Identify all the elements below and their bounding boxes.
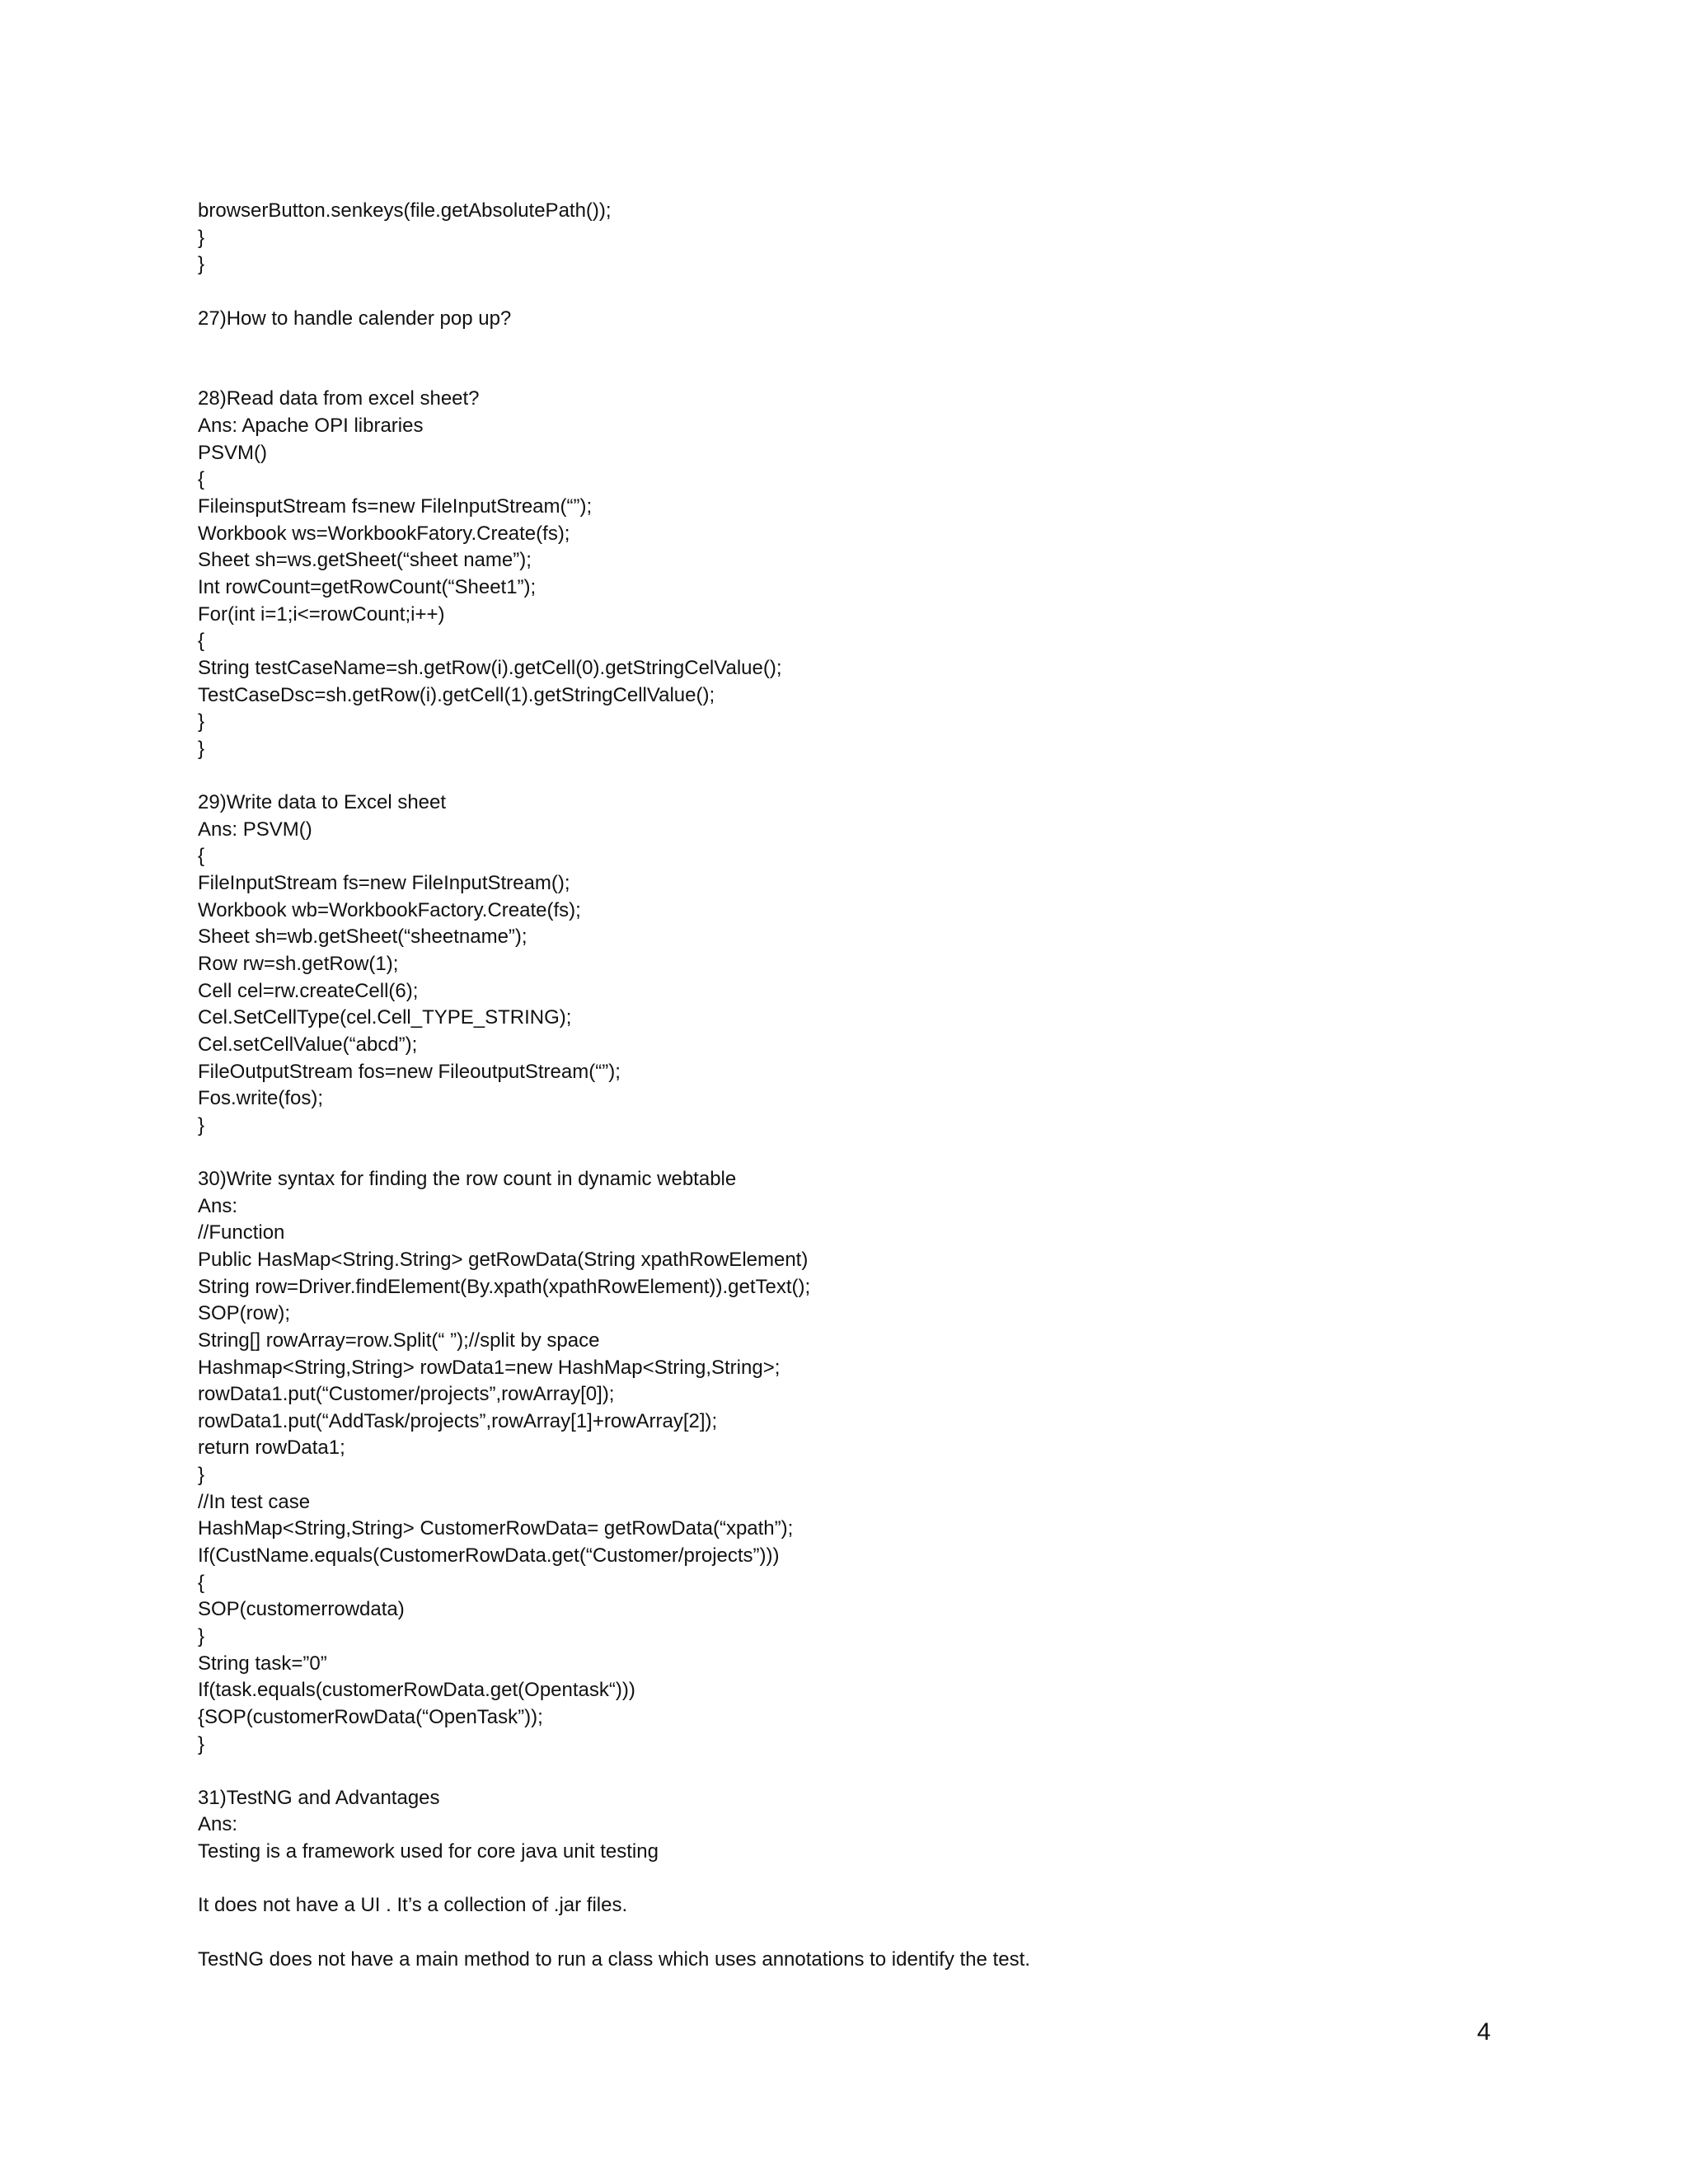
text-line: FileInputStream fs=new FileInputStream(); (198, 872, 570, 895)
text-line: } (198, 1113, 205, 1137)
text-line: Int rowCount=getRowCount(“Sheet1”); (198, 575, 537, 598)
text-line: Hashmap<String,String> rowData1=new HashMap<String,String>; (198, 1356, 781, 1379)
text-line: {SOP(customerRowData(“OpenTask”)); (198, 1705, 543, 1728)
text-line: Workbook ws=WorkbookFatory.Create(fs); (198, 522, 570, 545)
text-line: } (198, 710, 205, 733)
text-line: Cel.SetCellType(cel.Cell_TYPE_STRING); (198, 1006, 572, 1029)
document-body (198, 198, 1533, 1973)
text-line: 28)Read data from excel sheet? (198, 387, 480, 410)
text-line: Cel.setCellValue(“abcd”); (198, 1033, 418, 1056)
text-line: Ans: PSVM() (198, 818, 312, 841)
text-line: TestNG does not have a main method to run a class which uses annotations to identify the test. (198, 1947, 1030, 1971)
text-line: Sheet sh=wb.getSheet(“sheetname”); (198, 926, 528, 949)
text-line: String testCaseName=sh.getRow(i).getCell(0).getStringCelValue(); (198, 656, 782, 679)
blank-line (198, 1139, 1533, 1166)
text-line: { (198, 630, 205, 653)
text-line: Ans: Apache OPI libraries (198, 415, 424, 438)
text-line: browserButton.senkeys(file.getAbsolutePath()); (198, 199, 612, 222)
blank-line (198, 1919, 1533, 1947)
text-line: HashMap<String,String> CustomerRowData= getRowData(“xpath”); (198, 1517, 794, 1540)
text-line: rowData1.put(“AddTask/projects”,rowArray[1]+rowArray[2]); (198, 1409, 718, 1432)
text-line: { (198, 845, 205, 868)
text-line: Fos.write(fos); (198, 1087, 324, 1110)
text-line: FileinsputStream fs=new FileInputStream(“”); (198, 495, 593, 518)
page-number: 4 (1477, 2018, 1491, 2046)
text-line: rowData1.put(“Customer/projects”,rowArray[0]); (198, 1383, 615, 1406)
text-line: Cell cel=rw.createCell(6); (198, 979, 419, 1002)
text-line: } (198, 737, 205, 760)
text-line: Ans: (198, 1194, 238, 1217)
text-line: Testing is a framework used for core java unit testing (198, 1840, 659, 1863)
text-line: //Function (198, 1221, 285, 1244)
blank-line (198, 1866, 1533, 1893)
text-line: FileOutputStream fos=new FileoutputStream(“”); (198, 1060, 621, 1083)
text-line: For(int i=1;i<=rowCount;i++) (198, 602, 445, 626)
text-line: If(task.equals(customerRowData.get(Opentask“))) (198, 1679, 635, 1702)
text-line: Public HasMap<String.String> getRowData(String xpathRowElement) (198, 1248, 809, 1271)
text-line: PSVM() (198, 441, 267, 464)
text-line: String task=”0” (198, 1652, 327, 1675)
text-line: 31)TestNG and Advantages (198, 1786, 440, 1809)
text-line: } (198, 1464, 205, 1487)
text-line: 29)Write data to Excel sheet (198, 791, 447, 814)
text-line: Workbook wb=WorkbookFactory.Create(fs); (198, 898, 581, 921)
text-line: SOP(customerrowdata) (198, 1598, 405, 1621)
text-line: } (198, 1732, 205, 1755)
text-line: If(CustName.equals(CustomerRowData.get(“Customer/projects”))) (198, 1544, 780, 1568)
text-line: } (198, 253, 205, 276)
text-line: } (198, 226, 205, 249)
text-line: return rowData1; (198, 1436, 345, 1460)
text-line: { (198, 1571, 205, 1594)
text-line: //In test case (198, 1490, 311, 1513)
text-line: String[] rowArray=row.Split(“ ”);//split by space (198, 1329, 600, 1352)
text-line: It does not have a UI . It’s a collection of .jar files. (198, 1894, 628, 1917)
blank-line (198, 1758, 1533, 1785)
text-line: TestCaseDsc=sh.getRow(i).getCell(1).getStringCellValue(); (198, 683, 715, 706)
text-line: 27)How to handle calender pop up? (198, 307, 512, 330)
text-line: } (198, 1624, 205, 1647)
text-line: { (198, 468, 205, 491)
text-line: SOP(row); (198, 1302, 291, 1325)
text-line: Row rw=sh.getRow(1); (198, 952, 399, 975)
text-line: Ans: (198, 1813, 238, 1836)
blank-line (198, 762, 1533, 790)
blank-line (198, 359, 1533, 387)
text-line: 30)Write syntax for finding the row count in dynamic webtable (198, 1168, 737, 1191)
text-line: String row=Driver.findElement(By.xpath(xpathRowElement)).getText(); (198, 1275, 811, 1298)
blank-line (198, 332, 1533, 359)
blank-line (198, 279, 1533, 306)
text-line: Sheet sh=ws.getSheet(“sheet name”); (198, 549, 532, 572)
